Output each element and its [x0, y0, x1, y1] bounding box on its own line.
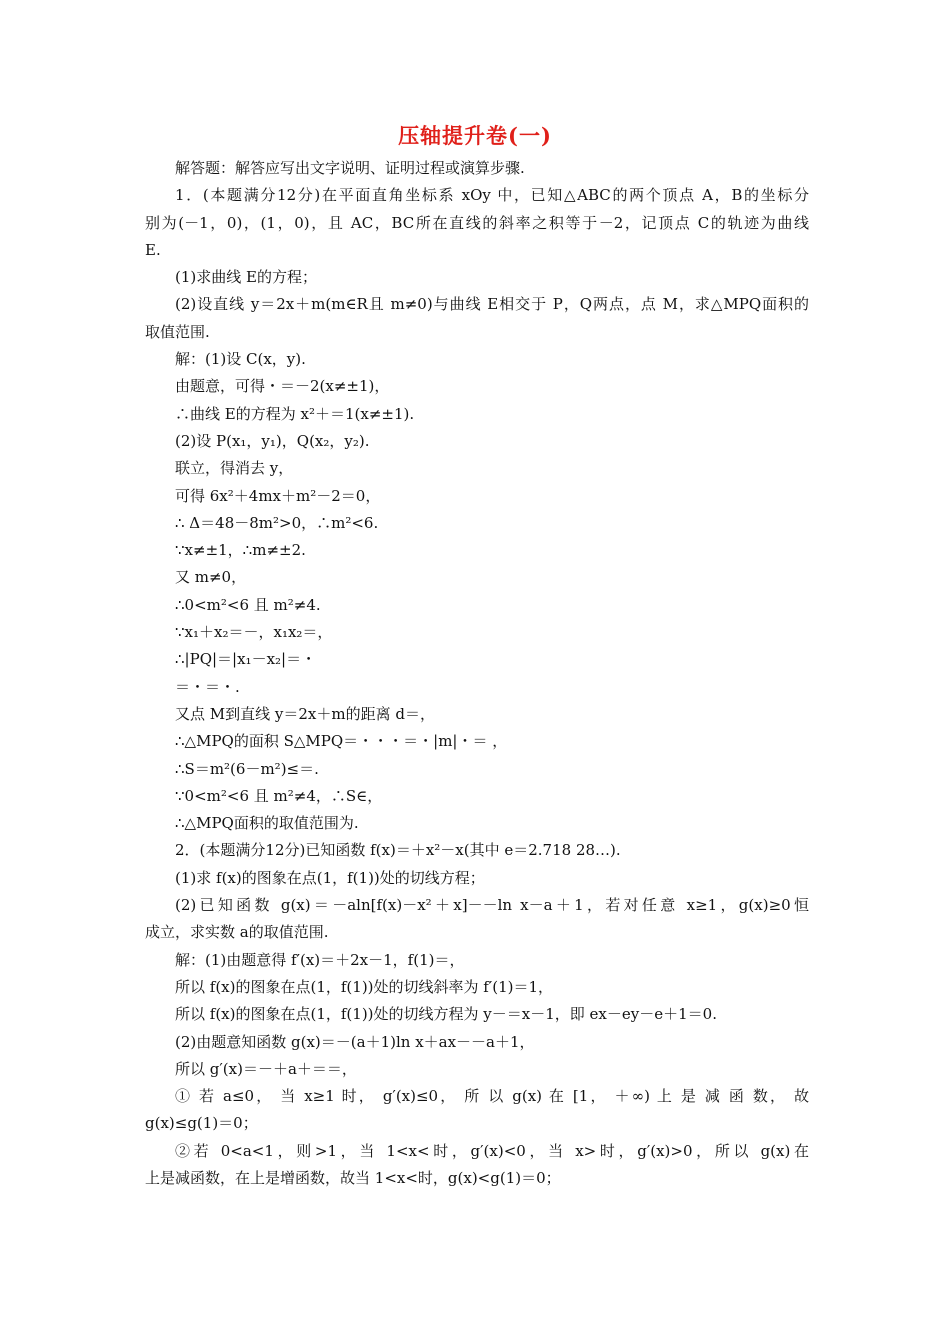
page-title: 压轴提升卷(一) [398, 123, 552, 148]
text-line: (2)设 P(x₁，y₁)，Q(x₂，y₂). [175, 431, 370, 450]
text-line: (2)已知函数 g(x)＝－aln[f(x)－x²＋x]－－ln x－a＋1，若对任意 x≥1，g(x)≥0恒 [175, 896, 809, 915]
text-line: 取值范围. [145, 322, 210, 341]
text-line: 所以 g′(x)＝－＋a＋＝＝， [175, 1059, 357, 1078]
text-line: ∴ Δ＝48－8m²>0，∴m²<6. [175, 513, 379, 532]
text-line: 2．(本题满分12分)已知函数 f(x)＝＋x²－x(其中 e＝2.718 28…). [175, 841, 621, 860]
text-line: (2)设直线 y＝2x＋m(m∈R且 m≠0)与曲线 E相交于 P，Q两点，点 M，求△MPQ面积的 [175, 295, 809, 314]
text-line: ∵x₁＋x₂＝－，x₁x₂＝， [175, 623, 333, 642]
text-line: 1．(本题满分12分)在平面直角坐标系 xOy 中，已知△ABC的两个顶点 A，B的坐标分 [175, 186, 809, 205]
text-line: ∴△MPQ面积的取值范围为. [175, 814, 359, 833]
text-line: E. [145, 240, 161, 259]
text-line: g(x)≤g(1)＝0； [145, 1114, 258, 1133]
text-line: 又 m≠0， [175, 568, 247, 587]
text-line: ∴曲线 E的方程为 x²＋＝1(x≠±1). [175, 404, 415, 423]
text-line: ＝・＝・. [175, 677, 240, 696]
text-line: ②若 0<a<1，则>1，当 1<x<时，g′(x)<0，当 x>时，g′(x)>0，所以 g(x)在 [175, 1141, 809, 1160]
text-line: 所以 f(x)的图象在点(1，f(1))处的切线斜率为 f′(1)＝1， [175, 977, 554, 996]
text-line: ① 若 a≤0， 当 x≥1 时， g′(x)≤0， 所 以 g(x) 在 [1， ＋∞) 上 是 减 函 数， 故 [175, 1087, 809, 1106]
text-line: 所以 f(x)的图象在点(1，f(1))处的切线方程为 y－＝x－1，即 ex－ey－e＋1＝0. [175, 1005, 717, 1024]
text-line: (1)求曲线 E的方程； [175, 268, 317, 287]
text-line: (2)由题意知函数 g(x)＝－(a＋1)ln x＋ax－－a＋1， [175, 1032, 535, 1051]
text-line: ∴S＝m²(6－m²)≤＝. [175, 759, 319, 778]
text-line: ∴△MPQ的面积 S△MPQ＝・・・＝・|m|・＝ ， [175, 732, 508, 751]
text-line: 解答题：解答应写出文字说明、证明过程或演算步骤. [175, 159, 525, 177]
text-line: 别为(－1，0)，(1，0)，且 AC，BC所在直线的斜率之积等于－2，记顶点 C的轨迹为曲线 [145, 213, 809, 232]
text-line: 成立，求实数 a的取值范围. [145, 923, 329, 942]
text-line: ∵x≠±1，∴m≠±2. [175, 541, 306, 560]
text-line: 可得 6x²＋4mx＋m²－2＝0， [175, 486, 381, 505]
text-line: 解：(1)由题意得 f′(x)＝＋2x－1，f(1)＝， [175, 950, 465, 969]
text-line: ∵0<m²<6 且 m²≠4，∴S∈， [175, 786, 383, 805]
text-line: 上是减函数，在上是增函数，故当 1<x<时，g(x)<g(1)＝0； [145, 1168, 561, 1187]
document-body [145, 155, 809, 1192]
text-line: (1)求 f(x)的图象在点(1，f(1))处的切线方程； [175, 868, 485, 887]
text-line: 联立，得消去 y， [175, 459, 294, 478]
text-line: 由题意，可得・＝－2(x≠±1)， [175, 377, 390, 396]
text-line: 又点 M到直线 y＝2x＋m的距离 d＝， [175, 704, 435, 723]
text-line: 解：(1)设 C(x，y). [175, 350, 306, 369]
text-line: ∴|PQ|＝|x₁－x₂|＝・ [175, 650, 317, 669]
text-line: ∴0<m²<6 且 m²≠4. [175, 595, 321, 614]
